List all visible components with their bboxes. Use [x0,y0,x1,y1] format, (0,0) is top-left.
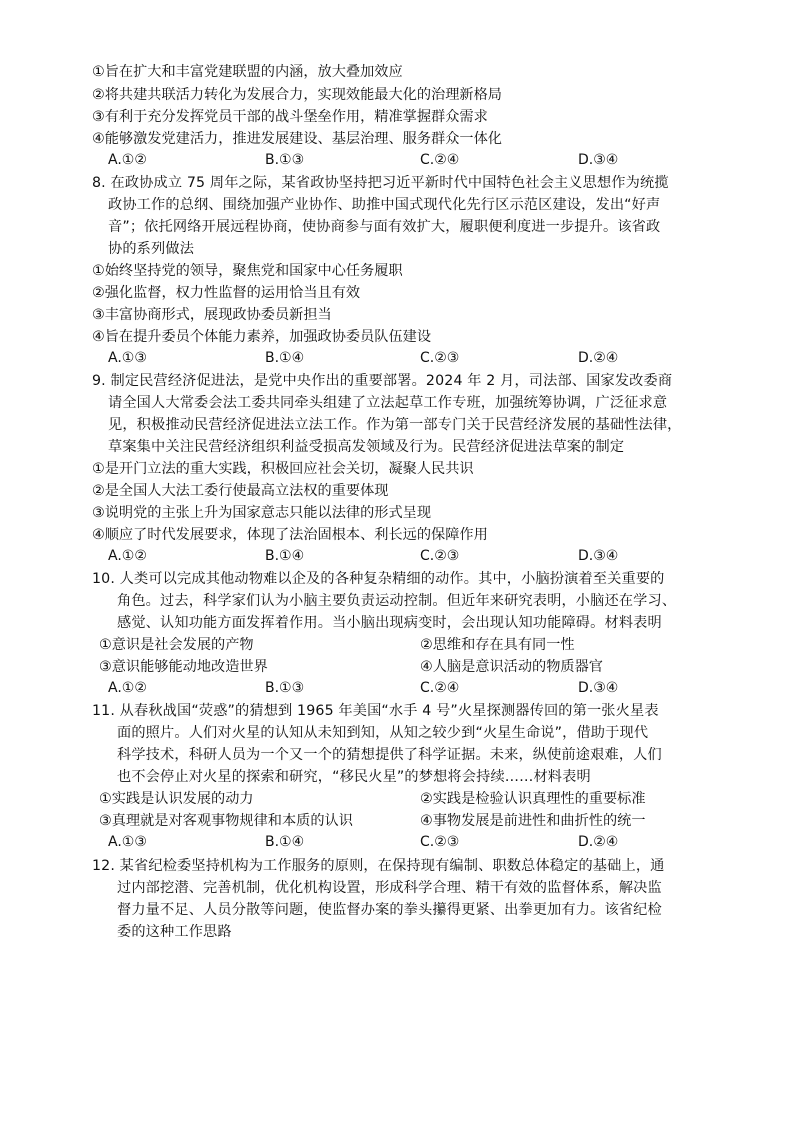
option-b: B.①④ [265,834,305,850]
question-stem: 11. 从春秋战国“荧惑”的猜想到 1965 年美国“水手 4 号”火星探测器传回的第一张火星表 [92,703,659,719]
question-stem: 10. 人类可以完成其他动物难以企及的各种复杂精细的动作。其中，小脑扮演着至关重要的 [92,571,665,587]
question-stem: 过内部挖潜、完善机制，优化机构设置，形成科学合理、精干有效的监督体系，解决监 [117,880,662,896]
statement: ④旨在提升委员个体能力素养，加强政协委员队伍建设 [92,329,432,345]
statement: ②思维和存在具有同一性 [420,637,575,653]
statement: ②强化监督，权力性监督的运用恰当且有效 [92,285,361,301]
statement: ①旨在扩大和丰富党建联盟的内涵，放大叠加效应 [92,64,403,80]
question-stem: 8. 在政协成立 75 周年之际，某省政协坚持把习近平新时代中国特色社会主义思想作为统揽 [92,175,669,191]
question-stem: 见，积极推动民营经济促进法立法工作。作为第一部专门关于民营经济发展的基础性法律， [108,417,682,433]
statement: ③有利于充分发挥党员干部的战斗堡垒作用，精准掌握群众需求 [92,109,488,125]
option-a: A.①③ [108,350,147,366]
option-c: C.②④ [420,152,460,168]
option-b: B.①③ [265,680,305,696]
option-c: C.②③ [420,350,460,366]
statement: ①意识是社会发展的产物 [99,637,254,653]
option-d: D.②④ [578,350,619,366]
option-a: A.①③ [108,834,147,850]
question-stem: 也不会停止对火星的探索和研究，“移民火星”的梦想将会持续……材料表明 [117,769,591,785]
question-stem: 政协工作的总纲、围绕加强产业协作、助推中国式现代化先行区示范区建设，发出“好声 [108,197,661,213]
option-c: C.②④ [420,680,460,696]
statement: ④人脑是意识活动的物质器官 [420,659,603,675]
question-stem: 草案集中关注民营经济组织利益受损高发领域及行为。民营经济促进法草案的制定 [108,439,625,455]
question-stem: 感觉、认知功能方面发挥着作用。当小脑出现病变时，会出现认知功能障碍。材料表明 [117,615,662,631]
statement: ①始终坚持党的领导，聚焦党和国家中心任务履职 [92,263,403,279]
option-a: A.①② [108,680,147,696]
option-b: B.①④ [265,548,305,564]
option-a: A.①② [108,152,147,168]
question-stem: 督力量不足、人员分散等问题，使监督办案的拳头攥得更紧、出拳更加有力。该省纪检 [117,902,662,918]
option-d: D.③④ [578,548,619,564]
statement: ④能够激发党建活力，推进发展建设、基层治理、服务群众一体化 [92,131,502,147]
question-stem: 角色。过去，科学家们认为小脑主要负责运动控制。但近年来研究表明，小脑还在学习、 [117,593,677,609]
question-stem: 音”；依托网络开展远程协商，使协商参与面有效扩大，履职便利度进一步提升。该省政 [108,219,661,235]
option-c: C.②③ [420,834,460,850]
question-stem: 科学技术，科研人员为一个又一个的猜想提供了科学证据。未来，纵使前途艰难，人们 [117,747,662,763]
question-stem: 12. 某省纪检委坚持机构为工作服务的原则，在保持现有编制、职数总体稳定的基础上，通 [92,858,665,874]
option-d: D.③④ [578,680,619,696]
statement: ①是开门立法的重大实践，积极回应社会关切，凝聚人民共识 [92,461,474,477]
question-stem: 委的这种工作思路 [117,924,232,940]
question-stem: 请全国人大常委会法工委共同牵头组建了立法起草工作专班，加强统筹协调，广泛征求意 [108,395,668,411]
statement: ②是全国人大法工委行使最高立法权的重要体现 [92,483,389,499]
option-d: D.③④ [578,152,619,168]
question-stem: 面的照片。人们对火星的认知从未知到知，从知之较少到“火星生命说”，借助于现代 [117,725,649,741]
statement: ②实践是检验认识真理性的重要标准 [420,791,646,807]
question-stem: 9. 制定民营经济促进法，是党中央作出的重要部署。2024 年 2 月，司法部、国家发改委商 [92,373,673,389]
statement: ③意识能够能动地改造世界 [99,659,268,675]
statement: ②将共建共联活力转化为发展合力，实现效能最大化的治理新格局 [92,87,502,103]
statement: ③真理就是对客观事物规律和本质的认识 [99,813,353,829]
option-a: A.①② [108,548,147,564]
statement: ③丰富协商形式，展现政协委员新担当 [92,307,332,323]
statement: ③说明党的主张上升为国家意志只能以法律的形式呈现 [92,505,432,521]
option-b: B.①③ [265,152,305,168]
statement: ④顺应了时代发展要求，体现了法治固根本、利长远的保障作用 [92,527,488,543]
option-c: C.②③ [420,548,460,564]
question-stem: 协的系列做法 [108,241,195,257]
option-b: B.①④ [265,350,305,366]
option-d: D.②④ [578,834,619,850]
statement: ④事物发展是前进性和曲折性的统一 [420,813,646,829]
statement: ①实践是认识发展的动力 [99,791,254,807]
